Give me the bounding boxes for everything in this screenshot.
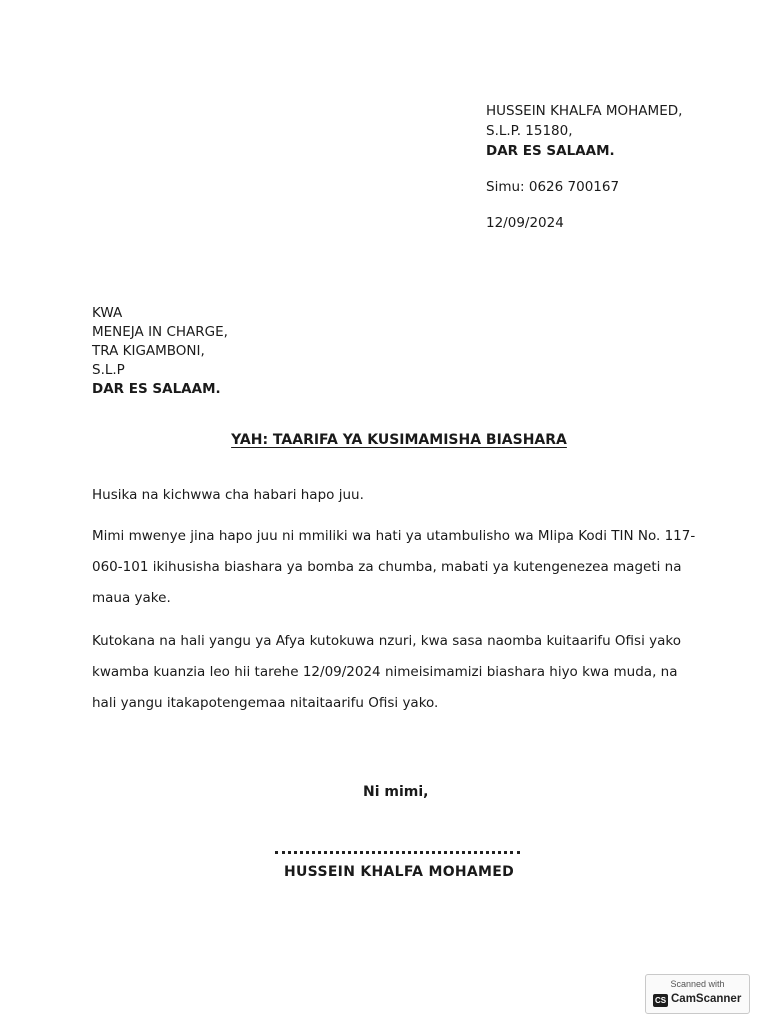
subject-text: YAH: TAARIFA YA KUSIMAMISHA BIASHARA <box>231 432 567 448</box>
recipient-city: DAR ES SALAAM. <box>92 381 221 397</box>
camscanner-logo-icon: CS <box>654 996 667 1005</box>
sender-po-box: S.L.P. 15180, <box>486 123 573 139</box>
recipient-to: KWA <box>92 305 123 321</box>
recipient-title: MENEJA IN CHARGE, <box>92 324 228 340</box>
letter-date: 12/09/2024 <box>486 215 564 231</box>
signature-name: HUSSEIN KHALFA MOHAMED <box>284 864 515 880</box>
closing-line: Ni mimi, <box>363 784 429 800</box>
camscanner-watermark <box>645 974 750 1014</box>
signature-dotted-line <box>275 845 520 854</box>
recipient-office: TRA KIGAMBONI, <box>92 343 205 359</box>
recipient-po-box: S.L.P <box>92 362 125 378</box>
sender-phone: Simu: 0626 700167 <box>486 179 620 195</box>
sender-address-block <box>486 101 682 233</box>
body-paragraph-3 <box>92 626 706 719</box>
sender-name: HUSSEIN KHALFA MOHAMED, <box>486 103 683 119</box>
body-paragraph-2 <box>92 521 706 614</box>
watermark-top-text: Scanned with <box>670 979 725 989</box>
paragraph-text: Husika na kichwwa cha habari hapo juu. <box>92 487 364 503</box>
watermark-brand: CamScanner <box>671 993 742 1005</box>
paragraph-text: Kutokana na hali yangu ya Afya kutokuwa nzuri, kwa sasa naomba kuitaarifu Ofisi yako kwamba kuanzia leo hii tarehe 12/09/2024 nimeisimamizi biashara hiyo kwa muda, na hali yangu itakapotengemaa nitaitaarifu Ofisi yako. <box>92 633 681 711</box>
paragraph-text: Mimi mwenye jina hapo juu ni mmiliki wa hati ya utambulisho wa Mlipa Kodi TIN No. 117-060-101 ikihusisha biashara ya bomba za chumba, mabati ya kutengenezea mageti na maua yake. <box>92 528 696 606</box>
subject-heading <box>0 432 768 448</box>
sender-city: DAR ES SALAAM. <box>486 143 615 159</box>
body-paragraph-1 <box>92 487 706 503</box>
recipient-address-block <box>92 304 228 399</box>
